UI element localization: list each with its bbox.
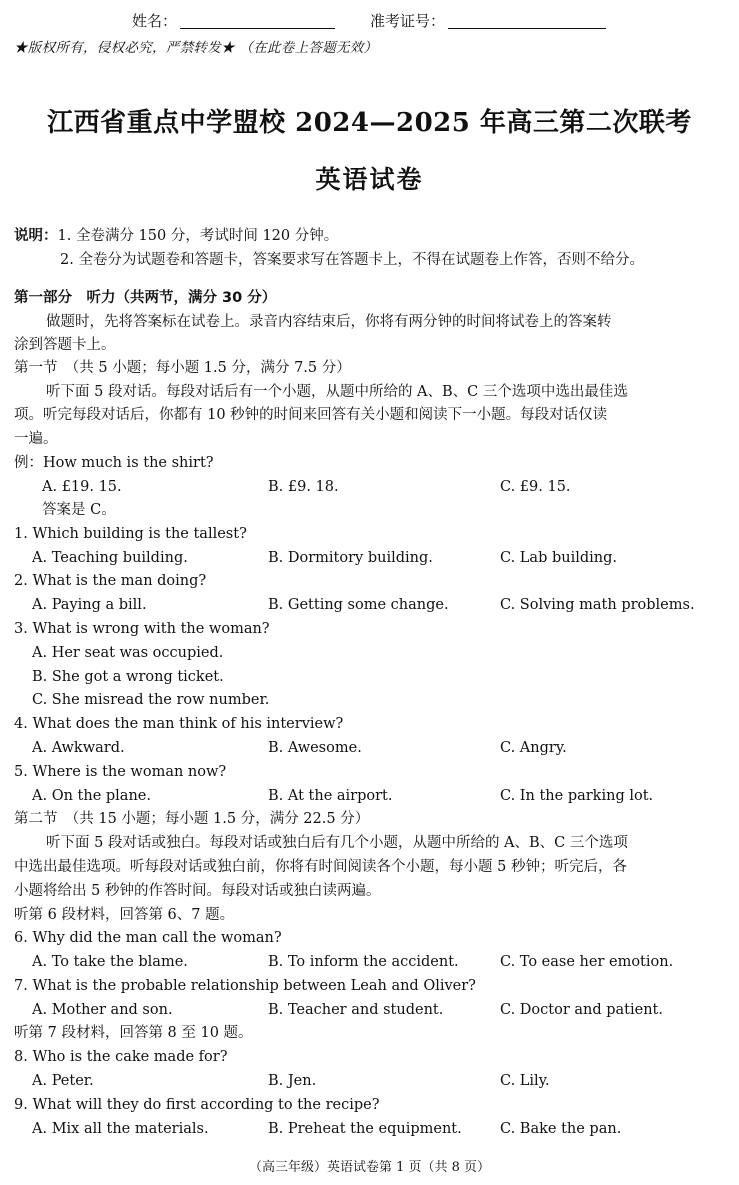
q9-option-b: B. Preheat the equipment. [268,1121,462,1137]
q5-option-b: B. At the airport. [268,788,393,804]
copyright-notice: ★版权所有，侵权必究，严禁转发★ （在此卷上答题无效） [14,40,378,56]
instructions-prefix: 说明： [14,228,58,244]
q5-option-c: C. In the parking lot. [500,788,654,804]
q2-option-a: A. Paying a bill. [32,597,147,613]
q2-option-c: C. Solving math problems. [500,597,695,613]
instructions-text-1: 1. 全卷满分 150 分，考试时间 120 分钟。 [57,228,339,244]
question-5: 5. Where is the woman now? [14,764,227,780]
part1-intro-2: 涂到答题卡上。 [14,337,116,353]
section2-directions-1: 听下面 5 段对话或独白。每段对话或独白后有几个小题，从题中所给的 A、B、C 三个选项 [46,835,628,851]
question-9: 9. What will they do first according to the recipe? [14,1097,380,1113]
material-6-instruction: 听第 6 段材料，回答第 6、7 题。 [14,907,235,923]
question-1: 1. Which building is the tallest? [14,526,247,542]
question-4: 4. What does the man think of his interview? [14,716,344,732]
name-blank-line [180,28,335,29]
section2-directions-3: 小题将给出 5 秒钟的作答时间。每段对话或独白读两遍。 [14,883,381,899]
page-footer: （高三年级）英语试卷第 1 页（共 8 页） [248,1160,491,1175]
q9-option-c: C. Bake the pan. [500,1121,622,1137]
instructions-line-1 [14,226,726,246]
q6-option-c: C. To ease her emotion. [500,954,674,970]
section2-directions-2: 中选出最佳选项。听每段对话或独白前，你将有时间阅读各个小题，每小题 5 秒钟；听完后，各 [14,859,627,875]
q7-option-c: C. Doctor and patient. [500,1002,663,1018]
section1-directions-3: 一遍。 [14,431,58,447]
section1-heading: 第一节 （共 5 小题；每小题 1.5 分，满分 7.5 分） [14,360,351,376]
q8-option-b: B. Jen. [268,1073,317,1089]
q4-option-c: C. Angry. [500,740,567,756]
material-7-instruction: 听第 7 段材料，回答第 8 至 10 题。 [14,1025,253,1041]
example-option-c: C. £9. 15. [500,479,571,495]
section1-directions-2: 项。听完每段对话后，你都有 10 秒钟的时间来回答有关小题和阅读下一小题。每段对话仅读 [14,407,608,423]
example-question: 例：How much is the shirt? [14,455,214,471]
q3-option-c: C. She misread the row number. [32,692,270,708]
example-option-b: B. £9. 18. [268,479,339,495]
candidate-header [0,10,739,34]
exam-id-blank-line [448,28,606,29]
q1-option-a: A. Teaching building. [32,550,188,566]
question-6: 6. Why did the man call the woman? [14,930,282,946]
question-8: 8. Who is the cake made for? [14,1049,228,1065]
q4-option-a: A. Awkward. [32,740,125,756]
question-2: 2. What is the man doing? [14,573,207,589]
example-answer: 答案是 C。 [42,502,116,518]
q9-option-a: A. Mix all the materials. [32,1121,209,1137]
question-7: 7. What is the probable relationship between Leah and Oliver? [14,978,476,994]
q5-option-a: A. On the plane. [32,788,151,804]
part1-heading: 第一部分 听力（共两节，满分 30 分） [14,290,277,306]
q1-option-b: B. Dormitory building. [268,550,433,566]
q8-option-c: C. Lily. [500,1073,550,1089]
q7-option-a: A. Mother and son. [32,1002,173,1018]
q3-option-b: B. She got a wrong ticket. [32,669,224,685]
question-3: 3. What is wrong with the woman? [14,621,270,637]
q1-option-c: C. Lab building. [500,550,618,566]
q2-option-b: B. Getting some change. [268,597,449,613]
q6-option-b: B. To inform the accident. [268,954,459,970]
q3-option-a: A. Her seat was occupied. [32,645,224,661]
part1-intro-1: 做题时，先将答案标在试卷上。录音内容结束后，你将有两分钟的时间将试卷上的答案转 [46,314,612,330]
example-option-a: A. £19. 15. [42,479,122,495]
exam-id-label: 准考证号： [370,12,446,30]
name-label: 姓名： [132,12,178,30]
q7-option-b: B. Teacher and student. [268,1002,444,1018]
exam-title: 江西省重点中学盟校 2024—2025 年高三第二次联考 [47,108,692,138]
q6-option-a: A. To take the blame. [32,954,188,970]
section2-heading: 第二节 （共 15 小题；每小题 1.5 分，满分 22.5 分） [14,811,370,827]
exam-subtitle: 英语试卷 [315,165,424,194]
q4-option-b: B. Awesome. [268,740,362,756]
q8-option-a: A. Peter. [32,1073,94,1089]
instructions-line-2: 2. 全卷分为试题卷和答题卡，答案要求写在答题卡上，不得在试题卷上作答，否则不给分。 [60,252,644,268]
section1-directions-1: 听下面 5 段对话。每段对话后有一个小题，从题中所给的 A、B、C 三个选项中选出最佳选 [46,384,628,400]
